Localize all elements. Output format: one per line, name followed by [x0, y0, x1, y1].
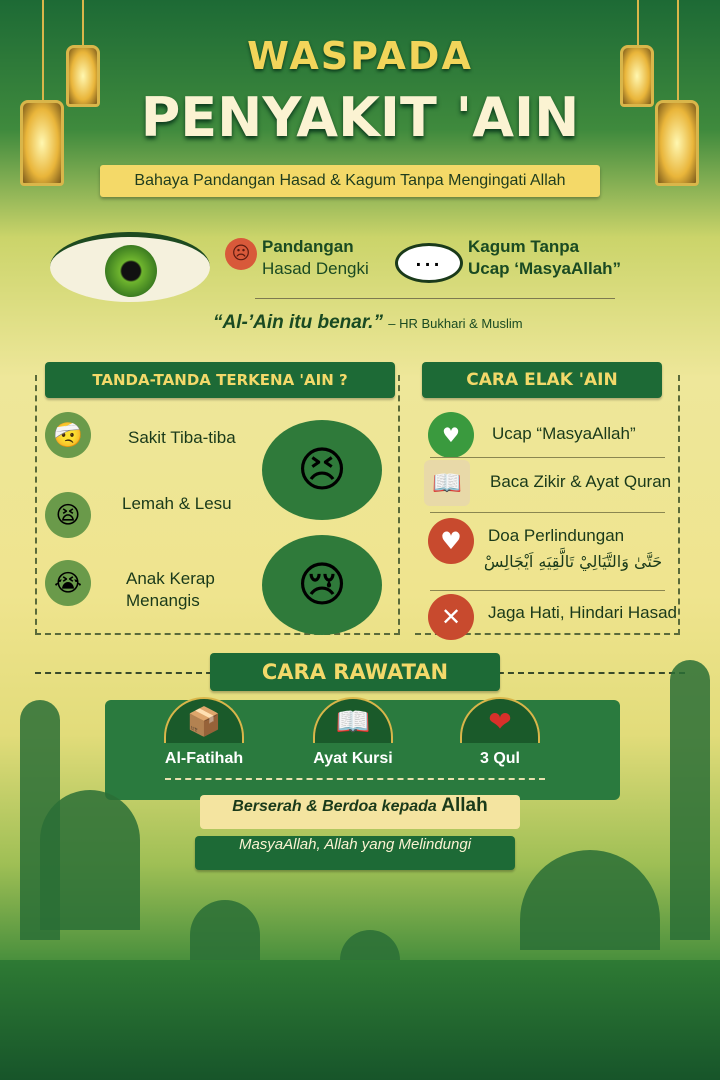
tired-child-icon: 😫	[45, 492, 91, 538]
surrender-banner	[200, 795, 520, 829]
sign-line: Anak Kerap	[126, 569, 215, 588]
treatment-label: Ayat Kursi	[313, 750, 393, 767]
crying-child-icon: 😭	[45, 560, 91, 606]
quote-source: – HR Bukhari & Muslim	[388, 316, 523, 331]
prevention-title: CARA ELAK 'AIN	[422, 362, 662, 398]
heart-icon: ❤	[460, 697, 540, 743]
divider	[255, 298, 615, 299]
banner-text: Berserah & Berdoa kepada	[232, 798, 437, 815]
divider	[430, 512, 665, 513]
quote-text: “Al-’Ain itu benar.”	[213, 312, 383, 333]
prevention-label: Baca Zikir & Ayat Quran	[490, 472, 672, 491]
foliage	[0, 960, 720, 1080]
prevention-label: Jaga Hati, Hindari Hasad	[488, 603, 677, 622]
prevention-label: Ucap “MasyaAllah”	[492, 424, 636, 443]
sign-label: Lemah & Lesu	[122, 494, 232, 513]
sign-label	[126, 568, 215, 612]
sick-person-icon: 🤕	[45, 412, 91, 458]
divider	[430, 457, 665, 458]
cause-line: Pandangan	[262, 237, 354, 256]
sign-label: Sakit Tiba-tiba	[128, 428, 236, 447]
footer-banner: MasyaAllah, Allah yang Melindungi	[195, 836, 515, 870]
angry-face-icon: ☹	[225, 238, 257, 270]
divider	[165, 778, 545, 780]
divider	[430, 590, 665, 591]
cause-line: Hasad Dengki	[262, 259, 369, 278]
cause-1	[262, 236, 369, 280]
cause-2	[468, 236, 621, 280]
eye-icon	[50, 232, 210, 302]
crying-boy-icon: 😢	[262, 535, 382, 635]
dome-silhouette	[520, 850, 660, 950]
subtitle-banner: Bahaya Pandangan Hasad & Kagum Tanpa Mengingati Allah	[100, 165, 600, 197]
signs-title: TANDA-TANDA TERKENA 'AIN ?	[45, 362, 395, 398]
treatment-label: Al-Fatihah	[164, 750, 244, 767]
cause-line: Kagum Tanpa	[468, 237, 580, 256]
hadith-quote	[213, 312, 523, 334]
speech-bubble-icon: ...	[395, 243, 463, 283]
cause-line: Ucap ‘MasyaAllah”	[468, 259, 622, 278]
open-book-icon: 📖	[313, 697, 393, 743]
title-top: WASPADA	[247, 34, 473, 78]
crossed-heart-icon: ✕	[428, 594, 474, 640]
sign-line: Menangis	[126, 591, 200, 610]
prevention-label: Doa Perlindungan	[488, 526, 625, 545]
minaret-silhouette	[670, 660, 710, 940]
arabic-dua: حَتَّىٰ وَالتَّيَالِيْ تَالَّقِيَهِ اَيْجَالِسْ	[483, 552, 663, 571]
chat-heart-icon: ♥	[428, 412, 474, 458]
quran-book-icon: 📖	[424, 460, 470, 506]
dome-silhouette	[40, 790, 140, 930]
headache-man-icon: 😣	[262, 420, 382, 520]
heart-bubble-icon: ♥	[428, 518, 474, 564]
banner-bold: Allah	[441, 795, 488, 816]
treatment-title: CARA RAWATAN	[210, 653, 500, 691]
quran-box-icon: 📦	[164, 697, 244, 743]
treatment-label: 3 Qul	[479, 750, 520, 767]
page-title: PENYAKIT 'AIN	[140, 86, 580, 149]
